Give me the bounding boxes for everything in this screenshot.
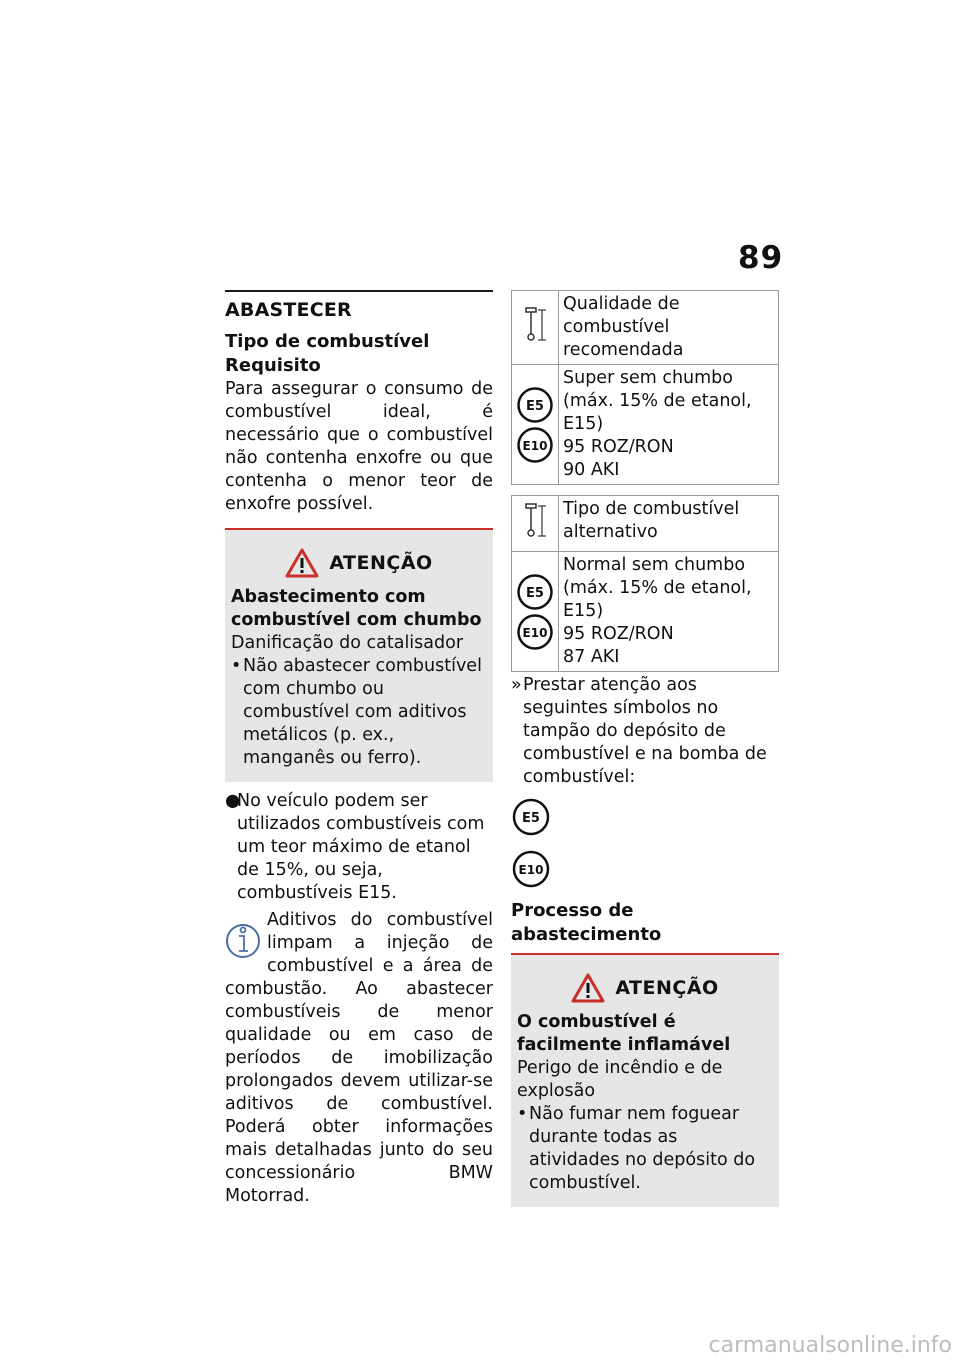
- e5-symbol-label: E5: [522, 811, 540, 826]
- recommended-values: [559, 365, 779, 485]
- section-title: ABASTECER: [225, 299, 352, 321]
- badge-cell: [512, 365, 559, 485]
- warning-subtitle: Danificação do catalisador: [231, 633, 464, 653]
- e5-badge-label: E5: [526, 585, 544, 601]
- warning-label: ATENÇÃO: [615, 977, 719, 999]
- requisito-title: Requisito: [225, 355, 321, 376]
- alternative-line: Normal sem chumbo: [563, 555, 746, 575]
- warning-bullet: • Não abastecer combustível com chumbo ou combustível com aditivos metálicos (p. ex., manganês ou ferro).: [231, 655, 487, 770]
- page-number: 89: [738, 240, 784, 276]
- e10-badge-label: E10: [522, 438, 548, 453]
- left-column: [225, 290, 493, 1208]
- warning-bullet-text: Não fumar nem foguear durante todas as atividades no depósito do combustível.: [529, 1104, 756, 1193]
- instruction-text: Prestar atenção aos seguintes símbolos no tampão do depósito de combustível e na bomba de combustível:: [523, 675, 767, 787]
- fuel-type-title: Tipo de combustível: [225, 331, 430, 352]
- warning-title: Abastecimento com combustível com chumbo: [231, 587, 482, 630]
- recommended-header: Qualidade de combustível recomendada: [559, 291, 779, 365]
- note: [225, 909, 493, 1208]
- right-column: [511, 290, 779, 1207]
- e10-symbol-label: E10: [518, 863, 544, 877]
- fuel-pump-cell: [512, 496, 559, 552]
- recommended-line: (máx. 15% de etanol,: [563, 391, 752, 411]
- fuel-pump-cell: [512, 291, 559, 365]
- instruction-item: » Prestar atenção aos seguintes símbolos no tampão do depósito de combustível e na bomba de combustível:: [511, 674, 779, 789]
- alternative-header: Tipo de combustível alternativo: [559, 496, 779, 552]
- fuel-pump-icon: [520, 304, 550, 344]
- warning-icon: [285, 548, 319, 578]
- note-text: Aditivos do combustível limpam a injeção de combustível e a área de combustão. Ao abastecer combustíveis de menor qualidade ou em caso de períodos de imobilização prolongados devem utilizar-se aditivos de combustível. Poderá obter informações mais detalhadas junto do seu concessionário BMW Motorrad.: [225, 910, 493, 1206]
- warning-header: [231, 548, 487, 578]
- e10-badge-icon: [516, 426, 554, 464]
- warning-subtitle: Perigo de incêndio e de explosão: [517, 1058, 723, 1101]
- alternative-line: 95 ROZ/RON: [563, 624, 674, 644]
- fuel-table-alternative: [511, 495, 779, 672]
- warning-icon: [571, 973, 605, 1003]
- warning-bullet: • Não fumar nem foguear durante todas as atividades no depósito do combustível.: [517, 1103, 773, 1195]
- fuel-pump-icon: [520, 500, 550, 540]
- footer-watermark: carmanualsonline.info: [708, 1333, 952, 1358]
- alternative-line: E15): [563, 601, 604, 621]
- warning-bullet-text: Não abastecer combustível com chumbo ou combustível com aditivos metálicos (p. ex., manganês ou ferro).: [243, 656, 482, 768]
- warning-header: [517, 973, 773, 1003]
- alternative-values: [559, 552, 779, 672]
- requisito-text: Para assegurar o consumo de combustível ideal, é necessário que o combustível não contenha enxofre ou que contenha o menor teor de enxofre possível.: [225, 379, 493, 514]
- list-item: ● No veículo podem ser utilizados combustíveis com um teor máximo de etanol de 15%, ou seja, combustíveis E15.: [225, 790, 493, 905]
- e10-badge-icon: [516, 613, 554, 651]
- e5-symbol-icon: [511, 797, 551, 837]
- e5-badge-icon: [516, 386, 554, 424]
- fuel-table-recommended: [511, 290, 779, 485]
- recommended-line: E15): [563, 414, 604, 434]
- list-item-text: No veículo podem ser utilizados combustíveis com um teor máximo de etanol de 15%, ou seja, combustíveis E15.: [237, 791, 485, 903]
- warning-box-fuel: [511, 955, 779, 1207]
- recommended-line: 90 AKI: [563, 460, 620, 480]
- alternative-line: 87 AKI: [563, 647, 620, 667]
- recommended-line: Super sem chumbo: [563, 368, 733, 388]
- e10-symbol-icon: [511, 849, 551, 889]
- e5-badge-icon: [516, 573, 554, 611]
- e10-badge-label: E10: [522, 625, 548, 640]
- info-icon: [225, 913, 261, 961]
- process-title: Processo de abastecimento: [511, 900, 662, 945]
- e5-badge-label: E5: [526, 398, 544, 414]
- warning-label: ATENÇÃO: [329, 552, 433, 574]
- warning-box-lead: [225, 530, 493, 782]
- warning-title: O combustível é facilmente inflamável: [517, 1012, 731, 1055]
- section-rule: [225, 290, 493, 292]
- badge-cell: [512, 552, 559, 672]
- recommended-line: 95 ROZ/RON: [563, 437, 674, 457]
- alternative-line: (máx. 15% de etanol,: [563, 578, 752, 598]
